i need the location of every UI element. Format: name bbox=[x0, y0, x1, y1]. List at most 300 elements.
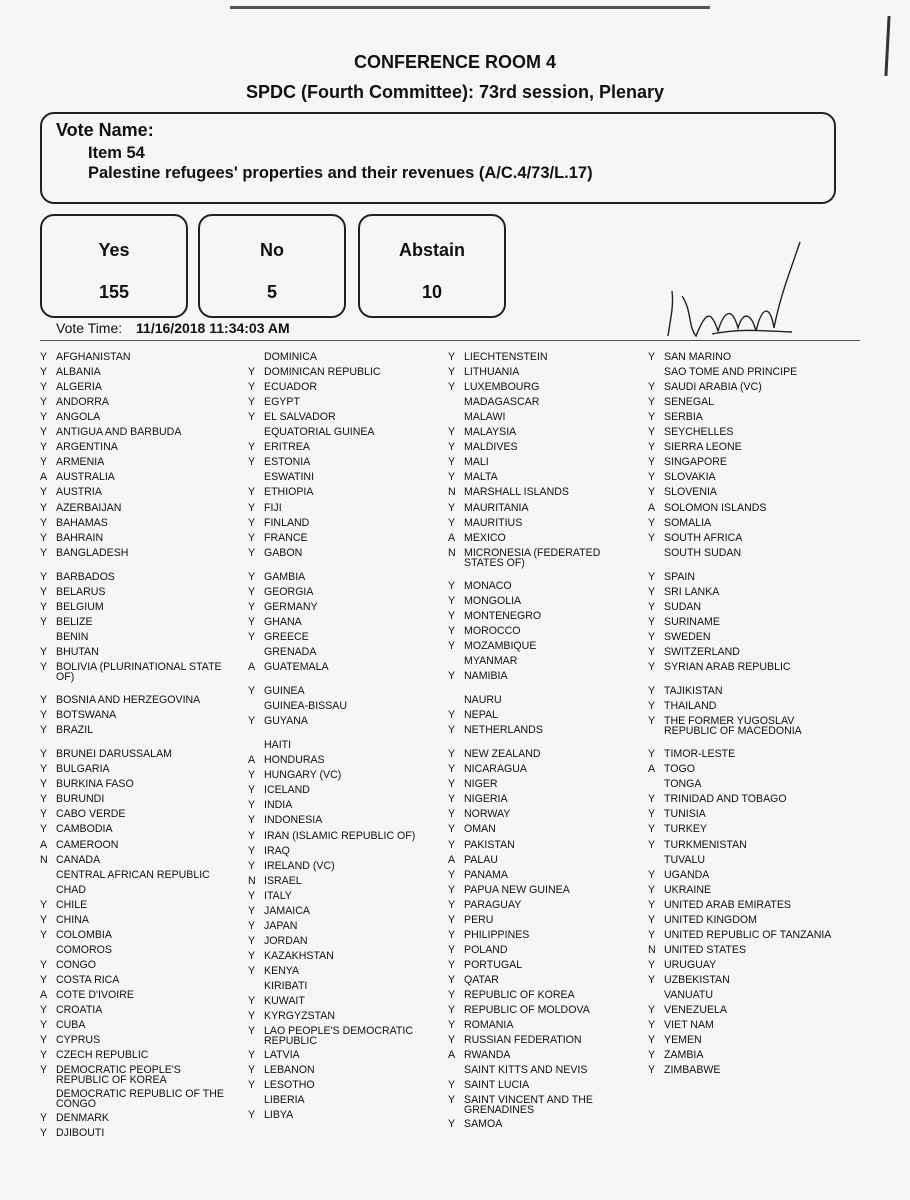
vote-mark: Y bbox=[648, 661, 656, 673]
country-name: ALGERIA bbox=[56, 381, 102, 394]
vote-mark: Y bbox=[248, 1025, 256, 1038]
country-name: DOMINICAN REPUBLIC bbox=[264, 366, 381, 379]
vote-mark: Y bbox=[40, 615, 48, 628]
country-name: LIBERIA bbox=[264, 1094, 305, 1107]
country-name: TURKEY bbox=[664, 823, 707, 836]
country-name: VENEZUELA bbox=[664, 1004, 727, 1017]
country-name: SRI LANKA bbox=[664, 585, 720, 598]
vote-mark: Y bbox=[448, 898, 456, 911]
country-name: BAHAMAS bbox=[56, 516, 108, 529]
country-name: PALAU bbox=[464, 853, 498, 866]
vote-name-label: Vote Name: bbox=[56, 120, 154, 140]
country-name: BULGARIA bbox=[56, 763, 110, 776]
country-name: CHINA bbox=[56, 913, 89, 926]
vote-mark: Y bbox=[40, 898, 48, 911]
vote-mark: Y bbox=[40, 1004, 48, 1017]
tally-abstain-box bbox=[358, 214, 506, 318]
vote-mark: Y bbox=[448, 516, 456, 529]
vote-mark: Y bbox=[248, 411, 256, 424]
vote-mark: Y bbox=[448, 823, 456, 836]
country-name: TIMOR-LESTE bbox=[664, 748, 736, 761]
vote-mark: Y bbox=[448, 609, 456, 622]
country-name: PAKISTAN bbox=[464, 838, 515, 851]
country-name: SUDAN bbox=[664, 600, 702, 613]
country-name: LATVIA bbox=[264, 1049, 300, 1062]
country-name: ICELAND bbox=[264, 784, 310, 797]
country-name: CAMEROON bbox=[56, 838, 119, 851]
vote-mark: Y bbox=[248, 814, 256, 827]
vote-mark: Y bbox=[648, 1019, 656, 1032]
country-name: VIET NAM bbox=[664, 1019, 714, 1032]
vote-mark: Y bbox=[448, 778, 456, 791]
vote-mark: Y bbox=[40, 456, 48, 469]
country-name: THE FORMER YUGOSLAV REPUBLIC OF MACEDONIA bbox=[664, 715, 802, 738]
country-name: TUNISIA bbox=[664, 808, 706, 821]
vote-mark: Y bbox=[248, 784, 256, 797]
country-name: SYRIAN ARAB REPUBLIC bbox=[664, 661, 791, 673]
country-name: GUINEA bbox=[264, 685, 305, 698]
vote-mark: Y bbox=[248, 486, 256, 499]
scan-top-edge bbox=[230, 6, 710, 9]
country-name: MALTA bbox=[464, 471, 498, 484]
country-name: PANAMA bbox=[464, 868, 508, 881]
country-name: LAO PEOPLE'S DEMOCRATIC REPUBLIC bbox=[264, 1025, 413, 1048]
vote-mark: Y bbox=[648, 441, 656, 454]
vote-mark: Y bbox=[40, 486, 48, 499]
country-name: DOMINICA bbox=[264, 351, 317, 363]
country-name: KYRGYZSTAN bbox=[264, 1010, 336, 1023]
country-name: BOLIVIA (PLURINATIONAL STATE OF) bbox=[56, 661, 222, 683]
vote-mark: Y bbox=[40, 1112, 48, 1125]
vote-mark: Y bbox=[40, 516, 48, 529]
country-name: MYANMAR bbox=[464, 654, 518, 667]
vote-mark: Y bbox=[448, 943, 456, 956]
country-name: SENEGAL bbox=[664, 396, 715, 409]
country-name: INDIA bbox=[264, 799, 293, 812]
vote-mark: Y bbox=[40, 694, 48, 707]
country-name: ANTIGUA AND BARBUDA bbox=[56, 426, 182, 439]
vote-mark: Y bbox=[648, 585, 656, 598]
vote-mark: Y bbox=[40, 913, 48, 926]
vote-mark: Y bbox=[448, 1118, 456, 1131]
vote-mark: Y bbox=[40, 351, 48, 363]
country-name: SOLOMON ISLANDS bbox=[664, 501, 767, 514]
country-name: ALBANIA bbox=[56, 366, 101, 379]
country-name: MICRONESIA (FEDERATED STATES OF) bbox=[464, 546, 601, 569]
vote-time bbox=[56, 320, 290, 336]
country-name: REPUBLIC OF KOREA bbox=[464, 989, 575, 1001]
country-name: THAILAND bbox=[664, 700, 717, 713]
vote-mark: Y bbox=[648, 838, 656, 851]
vote-mark: Y bbox=[448, 838, 456, 851]
vote-mark: Y bbox=[448, 579, 456, 592]
country-name: SEYCHELLES bbox=[664, 426, 734, 439]
tally-no-box bbox=[198, 214, 346, 318]
country-name: HAITI bbox=[264, 739, 292, 752]
vote-mark: Y bbox=[648, 456, 656, 469]
vote-mark: N bbox=[40, 853, 48, 866]
country-name: BENIN bbox=[56, 630, 89, 643]
vote-mark: N bbox=[248, 874, 256, 887]
vote-mark: Y bbox=[248, 904, 256, 917]
country-name: DEMOCRATIC PEOPLE'S REPUBLIC OF KOREA bbox=[56, 1064, 181, 1087]
country-name: BHUTAN bbox=[56, 645, 99, 658]
vote-mark: Y bbox=[448, 381, 456, 394]
vote-mark: Y bbox=[248, 829, 256, 842]
vote-mark: Y bbox=[648, 531, 656, 544]
vote-mark: Y bbox=[648, 928, 656, 941]
country-name: TOGO bbox=[664, 763, 696, 776]
vote-mark: Y bbox=[448, 748, 456, 761]
vote-mark: Y bbox=[448, 928, 456, 941]
country-name: GUYANA bbox=[264, 715, 308, 728]
country-name: SLOVENIA bbox=[664, 486, 717, 499]
vote-mark: Y bbox=[40, 763, 48, 776]
vote-mark: Y bbox=[248, 1109, 256, 1122]
country-name: BOTSWANA bbox=[56, 709, 117, 722]
vote-mark: Y bbox=[248, 630, 256, 643]
country-name: CHAD bbox=[56, 883, 87, 896]
country-name: SAINT LUCIA bbox=[464, 1079, 530, 1092]
country-name: SPAIN bbox=[664, 570, 696, 583]
country-name: TONGA bbox=[664, 778, 702, 791]
country-name: MALDIVES bbox=[464, 441, 518, 454]
country-name: SAO TOME AND PRINCIPE bbox=[664, 366, 798, 379]
country-name: VANUATU bbox=[664, 989, 714, 1001]
vote-mark: Y bbox=[248, 570, 256, 583]
country-name: GUATEMALA bbox=[264, 661, 329, 673]
country-name: KENYA bbox=[264, 964, 300, 977]
country-name: BOSNIA AND HERZEGOVINA bbox=[56, 694, 201, 707]
country-name: CABO VERDE bbox=[56, 808, 126, 821]
vote-item: Item 54 bbox=[88, 144, 145, 162]
country-name: ANGOLA bbox=[56, 411, 101, 424]
vote-mark: Y bbox=[448, 351, 456, 363]
vote-mark: Y bbox=[40, 928, 48, 941]
vote-mark: Y bbox=[648, 1064, 656, 1077]
vote-mark: Y bbox=[648, 748, 656, 761]
vote-mark: Y bbox=[448, 1034, 456, 1047]
vote-mark: Y bbox=[448, 709, 456, 722]
vote-mark: Y bbox=[448, 989, 456, 1001]
vote-mark: Y bbox=[248, 889, 256, 902]
country-name: TAJIKISTAN bbox=[664, 685, 723, 698]
vote-mark: Y bbox=[648, 715, 656, 728]
country-name: AZERBAIJAN bbox=[56, 501, 122, 514]
country-name: INDONESIA bbox=[264, 814, 323, 827]
country-name: SURINAME bbox=[664, 615, 720, 628]
country-name: GREECE bbox=[264, 630, 309, 643]
vote-mark: Y bbox=[248, 585, 256, 598]
vote-mark: Y bbox=[248, 456, 256, 469]
country-name: GUINEA-BISSAU bbox=[264, 700, 348, 713]
vote-mark: Y bbox=[248, 1064, 256, 1077]
vote-name-box bbox=[40, 112, 836, 204]
country-name: FINLAND bbox=[264, 516, 310, 529]
vote-mark: Y bbox=[448, 958, 456, 971]
vote-mark: Y bbox=[40, 1127, 48, 1140]
country-name: TUVALU bbox=[664, 853, 706, 866]
vote-mark: N bbox=[448, 486, 456, 499]
country-name: LESOTHO bbox=[264, 1079, 315, 1092]
country-name: BELARUS bbox=[56, 585, 106, 598]
vote-mark: Y bbox=[648, 516, 656, 529]
country-name: UNITED KINGDOM bbox=[664, 913, 757, 926]
vote-mark: Y bbox=[40, 645, 48, 658]
country-name: NICARAGUA bbox=[464, 763, 527, 776]
country-name: RWANDA bbox=[464, 1049, 511, 1062]
country-name: KUWAIT bbox=[264, 995, 305, 1008]
vote-mark: Y bbox=[40, 366, 48, 379]
vote-mark: Y bbox=[40, 823, 48, 836]
vote-mark: Y bbox=[648, 645, 656, 658]
country-name: ECUADOR bbox=[264, 381, 317, 394]
country-name: HONDURAS bbox=[264, 754, 325, 767]
no-count: 5 bbox=[266, 282, 277, 302]
country-name: CROATIA bbox=[56, 1004, 103, 1017]
vote-mark: Y bbox=[248, 516, 256, 529]
vote-mark: Y bbox=[248, 949, 256, 962]
country-name: IRAN (ISLAMIC REPUBLIC OF) bbox=[264, 829, 416, 842]
vote-mark: Y bbox=[248, 600, 256, 613]
vote-mark: Y bbox=[648, 630, 656, 643]
vote-mark: Y bbox=[448, 808, 456, 821]
country-name: HUNGARY (VC) bbox=[264, 769, 342, 782]
vote-mark: Y bbox=[40, 709, 48, 722]
vote-mark: Y bbox=[448, 501, 456, 514]
country-name: LEBANON bbox=[264, 1064, 315, 1077]
country-name: ESTONIA bbox=[264, 456, 311, 469]
country-name: MALAWI bbox=[464, 411, 506, 424]
country-name: IRAQ bbox=[264, 844, 290, 857]
vote-mark: Y bbox=[40, 661, 48, 673]
country-name: POLAND bbox=[464, 943, 508, 956]
vote-mark: Y bbox=[648, 898, 656, 911]
vote-mark: A bbox=[248, 754, 256, 767]
vote-mark: Y bbox=[248, 685, 256, 698]
vote-mark: Y bbox=[448, 624, 456, 637]
vote-mark: Y bbox=[40, 958, 48, 971]
vote-mark: Y bbox=[648, 600, 656, 613]
country-name: NORWAY bbox=[464, 808, 511, 821]
vote-mark: Y bbox=[448, 441, 456, 454]
country-name: NAURU bbox=[464, 694, 502, 707]
country-name: DJIBOUTI bbox=[56, 1127, 105, 1140]
country-name: QATAR bbox=[464, 973, 499, 986]
country-name: MONACO bbox=[464, 579, 512, 592]
country-name: BURKINA FASO bbox=[56, 778, 134, 791]
vote-mark: Y bbox=[40, 1034, 48, 1047]
country-name: GAMBIA bbox=[264, 570, 306, 583]
country-name: ZAMBIA bbox=[664, 1049, 704, 1062]
country-name: PARAGUAY bbox=[464, 898, 522, 911]
country-name: ANDORRA bbox=[56, 396, 109, 409]
vote-mark: Y bbox=[648, 808, 656, 821]
vote-mark: Y bbox=[648, 793, 656, 806]
vote-mark: Y bbox=[648, 411, 656, 424]
country-name: CYPRUS bbox=[56, 1034, 101, 1047]
vote-mark: Y bbox=[448, 471, 456, 484]
vote-time-label: Vote Time: bbox=[56, 320, 123, 336]
country-name: SOMALIA bbox=[664, 516, 712, 529]
yes-label: Yes bbox=[98, 240, 130, 260]
vote-mark: Y bbox=[448, 1004, 456, 1017]
abstain-label: Abstain bbox=[398, 240, 465, 260]
country-name: BARBADOS bbox=[56, 570, 115, 583]
vote-mark: Y bbox=[248, 799, 256, 812]
country-name: GABON bbox=[264, 546, 303, 559]
vote-mark: A bbox=[648, 501, 656, 514]
vote-mark: Y bbox=[448, 670, 456, 682]
vote-mark: N bbox=[648, 943, 656, 956]
vote-mark: Y bbox=[40, 501, 48, 514]
country-name: MOZAMBIQUE bbox=[464, 639, 537, 652]
country-name: SAN MARINO bbox=[664, 351, 732, 363]
vote-mark: Y bbox=[248, 1079, 256, 1092]
vote-mark: A bbox=[40, 838, 48, 851]
country-name: MONTENEGRO bbox=[464, 609, 542, 622]
vote-mark: Y bbox=[248, 615, 256, 628]
vote-mark: Y bbox=[248, 1010, 256, 1023]
country-name: EL SALVADOR bbox=[264, 411, 336, 424]
vote-mark: Y bbox=[40, 973, 48, 986]
country-name: MEXICO bbox=[464, 531, 506, 544]
vote-mark: Y bbox=[648, 471, 656, 484]
vote-mark: A bbox=[248, 661, 256, 673]
country-name: BRUNEI DARUSSALAM bbox=[56, 748, 172, 761]
country-name: MOROCCO bbox=[464, 624, 521, 637]
vote-mark: Y bbox=[248, 769, 256, 782]
vote-mark: Y bbox=[248, 859, 256, 872]
country-name: CENTRAL AFRICAN REPUBLIC bbox=[56, 868, 210, 881]
vote-mark: Y bbox=[648, 426, 656, 439]
country-name: AUSTRALIA bbox=[56, 471, 115, 484]
country-name: COTE D'IVOIRE bbox=[56, 989, 134, 1001]
tally-yes-box bbox=[40, 214, 188, 318]
vote-mark: Y bbox=[648, 486, 656, 499]
vote-mark: Y bbox=[448, 724, 456, 737]
country-name: UNITED STATES bbox=[664, 943, 747, 956]
vote-mark: Y bbox=[40, 1064, 48, 1077]
vote-mark: A bbox=[448, 1049, 456, 1062]
country-name: SAINT VINCENT AND THE GRENADINES bbox=[464, 1094, 593, 1117]
vote-mark: A bbox=[40, 471, 48, 484]
vote-mark: Y bbox=[40, 441, 48, 454]
country-name: COLOMBIA bbox=[56, 928, 112, 941]
vote-mark: Y bbox=[40, 570, 48, 583]
vote-mark: Y bbox=[40, 1049, 48, 1062]
vote-mark: Y bbox=[40, 396, 48, 409]
vote-mark: Y bbox=[448, 594, 456, 607]
country-name: SWEDEN bbox=[664, 630, 711, 643]
vote-mark: Y bbox=[40, 531, 48, 544]
vote-mark: Y bbox=[648, 351, 656, 363]
abstain-count: 10 bbox=[421, 282, 443, 302]
country-name: SIERRA LEONE bbox=[664, 441, 742, 454]
country-name: GEORGIA bbox=[264, 585, 314, 598]
country-name: NAMIBIA bbox=[464, 670, 508, 682]
country-name: SOUTH SUDAN bbox=[664, 546, 742, 559]
country-name: SAINT KITTS AND NEVIS bbox=[464, 1064, 588, 1077]
country-name: MADAGASCAR bbox=[464, 396, 540, 409]
country-name: AFGHANISTAN bbox=[56, 351, 131, 363]
country-name: CUBA bbox=[56, 1019, 86, 1032]
vote-mark: Y bbox=[40, 808, 48, 821]
vote-mark: Y bbox=[448, 913, 456, 926]
vote-mark: Y bbox=[248, 995, 256, 1008]
vote-mark: Y bbox=[648, 913, 656, 926]
country-name: COMOROS bbox=[56, 943, 112, 956]
country-name: CZECH REPUBLIC bbox=[56, 1049, 149, 1062]
country-name: PERU bbox=[464, 913, 494, 926]
vote-mark: Y bbox=[248, 844, 256, 857]
country-name: SLOVAKIA bbox=[664, 471, 716, 484]
country-name: JAMAICA bbox=[264, 904, 310, 917]
vote-mark: Y bbox=[448, 973, 456, 986]
vote-mark: Y bbox=[648, 973, 656, 986]
country-name: URUGUAY bbox=[664, 958, 717, 971]
no-label: No bbox=[260, 240, 284, 260]
country-name: SOUTH AFRICA bbox=[664, 531, 743, 544]
vote-mark: Y bbox=[248, 531, 256, 544]
vote-mark: Y bbox=[248, 381, 256, 394]
vote-mark: Y bbox=[448, 793, 456, 806]
country-name: COSTA RICA bbox=[56, 973, 120, 986]
vote-mark: Y bbox=[40, 1019, 48, 1032]
vote-mark: Y bbox=[448, 639, 456, 652]
yes-count: 155 bbox=[98, 282, 130, 302]
vote-mark: Y bbox=[648, 570, 656, 583]
country-name: ROMANIA bbox=[464, 1019, 514, 1032]
vote-mark: Y bbox=[40, 411, 48, 424]
vote-mark: Y bbox=[248, 715, 256, 728]
country-name: BRAZIL bbox=[56, 724, 94, 737]
country-name: ERITREA bbox=[264, 441, 310, 454]
country-name: NEW ZEALAND bbox=[464, 748, 541, 761]
vote-mark: Y bbox=[648, 381, 656, 394]
vote-mark: Y bbox=[248, 546, 256, 559]
country-name: KIRIBATI bbox=[264, 980, 308, 992]
vote-mark: Y bbox=[40, 426, 48, 439]
signature-icon bbox=[652, 236, 802, 346]
vote-mark: Y bbox=[40, 600, 48, 613]
country-name: PORTUGAL bbox=[464, 958, 523, 971]
country-name: MAURITIUS bbox=[464, 516, 523, 529]
country-name: LIECHTENSTEIN bbox=[464, 351, 548, 363]
country-name: CONGO bbox=[56, 958, 97, 971]
session-title: SPDC (Fourth Committee): 73rd session, Plenary bbox=[245, 82, 665, 102]
country-name: JORDAN bbox=[264, 934, 308, 947]
country-name: UZBEKISTAN bbox=[664, 973, 730, 986]
country-name: EGYPT bbox=[264, 396, 300, 409]
vote-mark: Y bbox=[248, 441, 256, 454]
country-name: LUXEMBOURG bbox=[464, 381, 540, 394]
vote-mark: Y bbox=[40, 585, 48, 598]
country-name: RUSSIAN FEDERATION bbox=[464, 1034, 582, 1047]
vote-mark: A bbox=[40, 989, 48, 1001]
vote-time-value: 11/16/2018 11:34:03 AM bbox=[136, 320, 290, 336]
vote-mark: Y bbox=[248, 1049, 256, 1062]
country-name: DEMOCRATIC REPUBLIC OF THE CONGO bbox=[56, 1088, 224, 1111]
country-name: NEPAL bbox=[464, 709, 498, 722]
vote-mark: Y bbox=[248, 396, 256, 409]
country-name: BELIZE bbox=[56, 615, 93, 628]
vote-mark: Y bbox=[448, 763, 456, 776]
country-name: SAMOA bbox=[464, 1118, 503, 1131]
country-name: GERMANY bbox=[264, 600, 318, 613]
divider-line bbox=[40, 340, 860, 341]
vote-mark: Y bbox=[648, 685, 656, 698]
